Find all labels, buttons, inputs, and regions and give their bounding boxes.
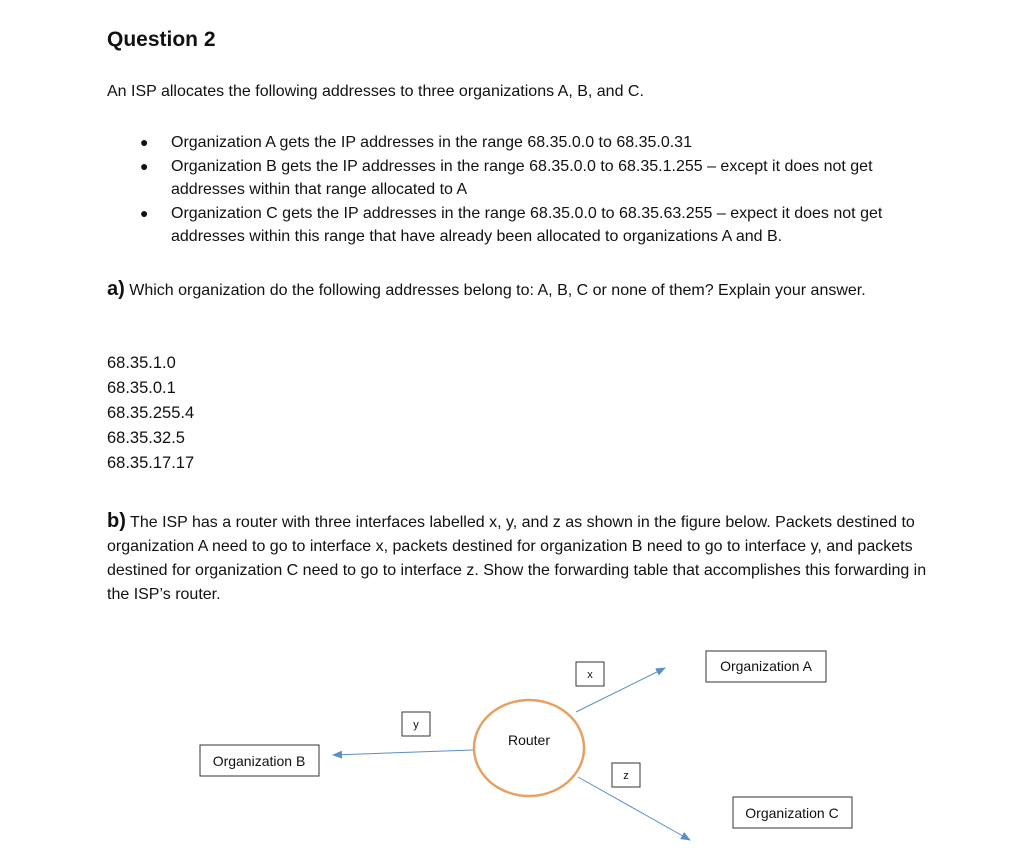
address-item: 68.35.255.4 [107,404,195,422]
part-a-label: a) [107,278,125,300]
org-b-label: Organization B [212,753,306,769]
org-c-label: Organization C [745,805,839,821]
router-label: Router [507,732,551,748]
bullet-text: Organization C gets the IP addresses in the range 68.35.0.0 to 68.35.63.255 – expect it does not get addresses within this range that have already been allocated to organizations A and B. [171,204,883,245]
address-item: 68.35.32.5 [107,429,185,447]
interface-z-label: z [623,770,629,782]
part-b-label: b) [107,510,126,532]
link-to-org-b [333,750,473,755]
router-node [474,700,584,796]
address-item: 68.35.0.1 [107,379,176,397]
address-item: 68.35.1.0 [107,354,176,372]
bullet-text: Organization A gets the IP addresses in the range 68.35.0.0 to 68.35.0.31 [171,134,692,151]
interface-x-label: x [587,669,593,681]
bullet-text: Organization B gets the IP addresses in the range 68.35.0.0 to 68.35.1.255 – except it does not get addresses within that range allocated to A [171,157,873,198]
org-a-label: Organization A [720,658,812,674]
address-item: 68.35.17.17 [107,454,195,472]
bullet-icon: ● [140,204,149,221]
bullet-icon: ● [140,157,149,174]
interface-y-label: y [413,719,419,731]
part-b-text: The ISP has a router with three interfaces labelled x, y, and z as shown in the figure below. Packets destined to organization A need to go to interface x, packets destined for organization B need to go to interface y, and packets destined for organization C need to go to interface z. Show the forwarding table that accomplishes this forwarding in the ISP’s router. [107,514,927,603]
intro-text: An ISP allocates the following addresses to three organizations A, B, and C. [107,83,644,100]
part-a-text: Which organization do the following addresses belong to: A, B, C or none of them? Explain your answer. [129,282,866,299]
question-title: Question 2 [107,28,216,51]
bullet-icon: ● [140,134,149,150]
